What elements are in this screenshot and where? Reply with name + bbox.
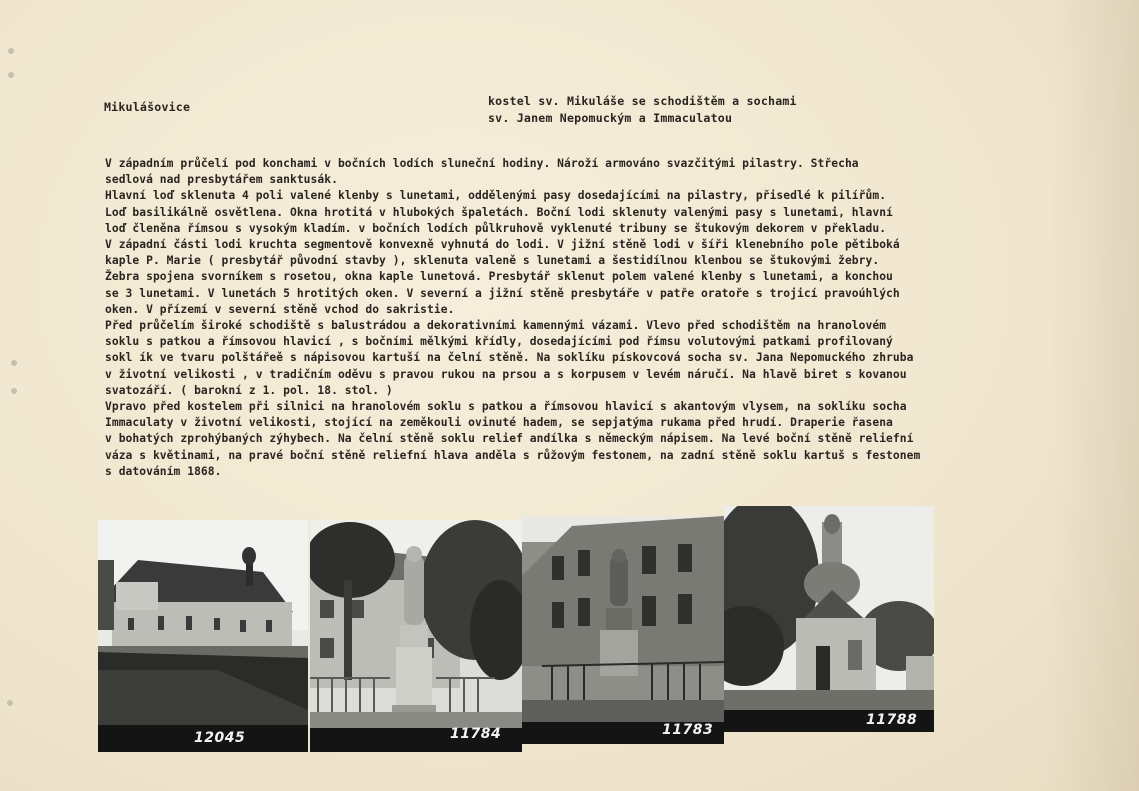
description-line: loď členěna římsou s vysokým kladím. v bočních lodích půlkruhově vyklenuté tribuny se štukovým dekorem v překladu. <box>105 221 887 235</box>
place-name: Mikulášovice <box>104 100 191 114</box>
description-line: Žebra spojena svorníkem s rosetou, okna kaple lunetová. Presbytář sklenut polem valené klenby s lunetami, a konchou <box>105 270 893 284</box>
description-line: v životní velikosti , v tradičním oděvu s pravou rukou na prsou a s korpusem v levém náručí. Na hlavě biret s kovanou <box>105 367 907 381</box>
description-line: váza s květinami, na pravé boční stěně reliefní hlava anděla s růžovým festonem, na zadní stěně soklu kartuš s festonem <box>105 448 921 462</box>
description-line: Hlavní loď sklenuta 4 poli valené klenby s lunetami, oddělenými pasy dosedajícími na pilastry, přisedlé k pilířům. <box>105 189 887 203</box>
description-line: kaple P. Marie ( presbytář původní stavby ), sklenuta valeně s lunetami a šestidílnou klenbou se štukovými žebry. <box>105 254 880 268</box>
punch-hole <box>11 388 17 394</box>
description-line: Loď basilikálně osvětlena. Okna hrotitá v hlubokých špaletách. Boční lodi sklenuty valenými pasy s lunetami, hlavní <box>105 205 893 219</box>
description-line: v bohatých zprohýbaných zýhybech. Na čelní stěně soklu relief andílka s německým nápisem. Na levé boční stěně reliefní <box>105 432 914 446</box>
document-title-line-2: sv. Janem Nepomuckým a Immaculatou <box>488 111 733 125</box>
punch-hole <box>8 72 14 78</box>
photo-number: 11784 <box>450 726 502 742</box>
description-line: s datováním 1868. <box>105 464 222 478</box>
photo-number: 11783 <box>662 722 714 738</box>
photo-number: 12045 <box>194 730 246 746</box>
description-line: oken. V přízemí v severní stěně vchod do sakristie. <box>105 302 455 316</box>
description-line: sedlová nad presbytářem sanktusák. <box>105 173 338 187</box>
description-text <box>105 156 1065 480</box>
punch-hole <box>8 48 14 54</box>
photo-nepomuk-statue <box>310 520 522 752</box>
description-line: Immaculaty v životní velikosti, stojící na zeměkouli ovinuté hadem, se sepjatýma rukama před hrudí. Draperie řasena <box>105 416 893 430</box>
description-line: svatozáří. ( barokní z 1. pol. 18. stol. ) <box>105 383 393 397</box>
description-line: se 3 lunetami. V lunetách 5 hrotitých oken. V severní a jižní stěně presbytáře v patře oratoře s trojicí pravoúhlých <box>105 286 900 300</box>
description-line: Před průčelím široké schodiště s balustrádou a dekorativními kamennými vázami. Vlevo před schodištěm na hranolovém <box>105 319 887 333</box>
document-title-line-1: kostel sv. Mikuláše se schodištěm a sochami <box>488 94 797 108</box>
description-line: V západní části lodi kruchta segmentově konvexně vyhnutá do lodi. V jižní stěně lodi v šíři klenebního pole pětiboká <box>105 238 900 252</box>
description-line: sokl ík ve tvaru polštářeě s nápisovou kartuší na čelní stěně. Na soklíku pískovcová socha sv. Jana Nepomuckého zhruba <box>105 351 914 365</box>
description-line: soklu s patkou a římsovou hlavicí , s bočními mělkými křídly, dosedajícími pod římsu volutovými patkami profilovaný <box>105 335 893 349</box>
photo-number: 11788 <box>866 712 918 728</box>
photo-immaculata-statue <box>522 516 724 744</box>
description-line: V západním průčelí pod konchami v bočních lodích sluneční hodiny. Nároží armováno svazčitými pilastry. Střecha <box>105 157 859 170</box>
description-line: Vpravo před kostelem při silnici na hranolovém soklu s patkou a římsovou hlavicí s akantovým vlysem, na soklíku socha <box>105 400 907 414</box>
punch-hole <box>7 700 13 706</box>
photo-church <box>98 520 308 752</box>
punch-hole <box>11 360 17 366</box>
photo-chapel-tower <box>724 506 934 732</box>
